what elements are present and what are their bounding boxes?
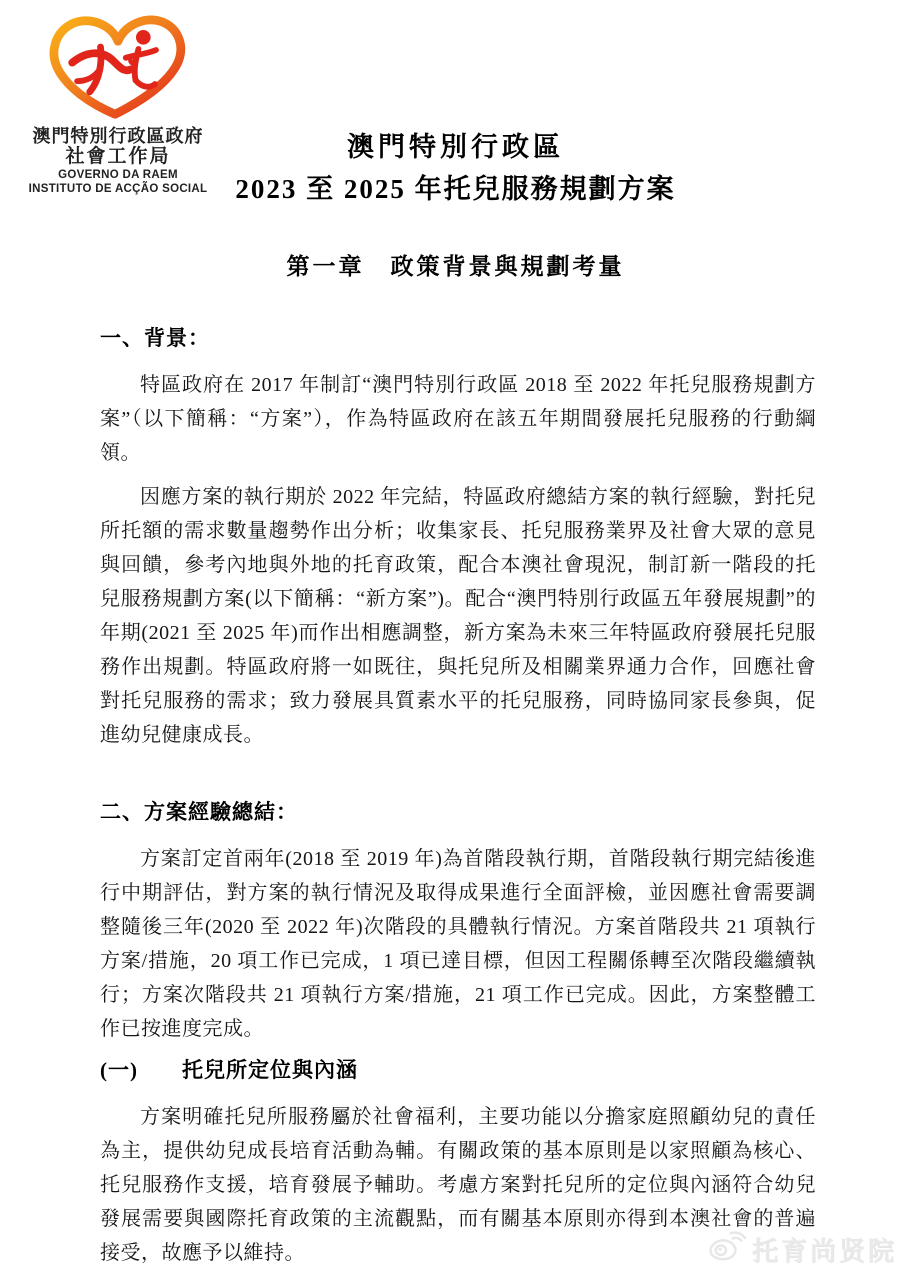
section-1-heading: 一、背景：: [100, 326, 210, 350]
title-plan-name: 2023 至 2025 年托兒服務規劃方案: [235, 174, 676, 204]
section-2-paragraph-1: 方案訂定首兩年(2018 至 2019 年)為首階段執行期，首階段執行期完結後進行中期評估，對方案的執行情況及取得成果進行全面評檢，並因應社會需要調整隨後三年(2020 至 2022 年)次階段的具體執行情況。方案首階段共 21 項執行方案/措施，20 項工作已完成，1 項已達目標，但因工程關係轉至次階段繼續執行；方案次階段共 21 項執行方案/措施，21 項工作已完成。因此，方案整體工作已按進度完成。: [100, 848, 816, 1040]
subsection-1-paragraph-1: 方案明確托兒所服務屬於社會福利，主要功能以分擔家庭照顧幼兒的責任為主，提供幼兒成長培育活動為輔。有關政策的基本原則是以家照顧為核心、托兒服務作支援，培育發展予輔助。考慮方案對托兒所的定位與內涵符合幼兒發展需要與國際托育政策的主流觀點，而有關基本原則亦得到本澳社會的普遍接受，故應予以維持。: [100, 1106, 816, 1264]
org-institute-portuguese: INSTITUTO DE ACÇÃO SOCIAL: [28, 183, 208, 195]
watermark: [707, 1230, 897, 1269]
document-title: [0, 130, 911, 206]
document-body: [100, 322, 816, 1270]
section-1-paragraph-1: 特區政府在 2017 年制訂“澳門特別行政區 2018 至 2022 年托兒服務規劃方案”（以下簡稱：“方案”），作為特區政府在該五年期間發展托兒服務的行動綱領。: [100, 374, 816, 464]
section-1-paragraph-2: 因應方案的執行期於 2022 年完結，特區政府總結方案的執行經驗，對托兒所托額的需求數量趨勢作出分析；收集家長、托兒服務業界及社會大眾的意見與回饋，參考內地與外地的托育政策，配合本澳社會現況，制訂新一階段的托兒服務規劃方案(以下簡稱：“新方案”)。配合“澳門特別行政區五年發展規劃”的年期(2021 至 2025 年)而作出相應調整，新方案為未來三年特區政府發展托兒服務作出規劃。特區政府將一如既往，與托兒所及相關業界通力合作，回應社會對托兒服務的需求；致力發展具質素水平的托兒服務，同時協同家長參與，促進幼兒健康成長。: [100, 486, 816, 746]
org-name-portuguese: GOVERNO DA RAEM: [58, 169, 178, 181]
title-region: 澳門特別行政區: [347, 132, 564, 162]
weibo-icon: [707, 1230, 747, 1269]
chapter-heading: 第一章 政策背景與規劃考量: [286, 254, 625, 279]
ias-heart-logo-icon: [16, 12, 220, 124]
section-2-heading: 二、方案經驗總結：: [100, 800, 298, 824]
subsection-1-heading: (一) 托兒所定位與內涵: [100, 1058, 358, 1082]
org-bureau-chinese: 社會工作局: [65, 146, 171, 167]
org-name-chinese: 澳門特別行政區政府: [32, 126, 204, 146]
watermark-text: 托育尚贤院: [751, 1236, 897, 1266]
